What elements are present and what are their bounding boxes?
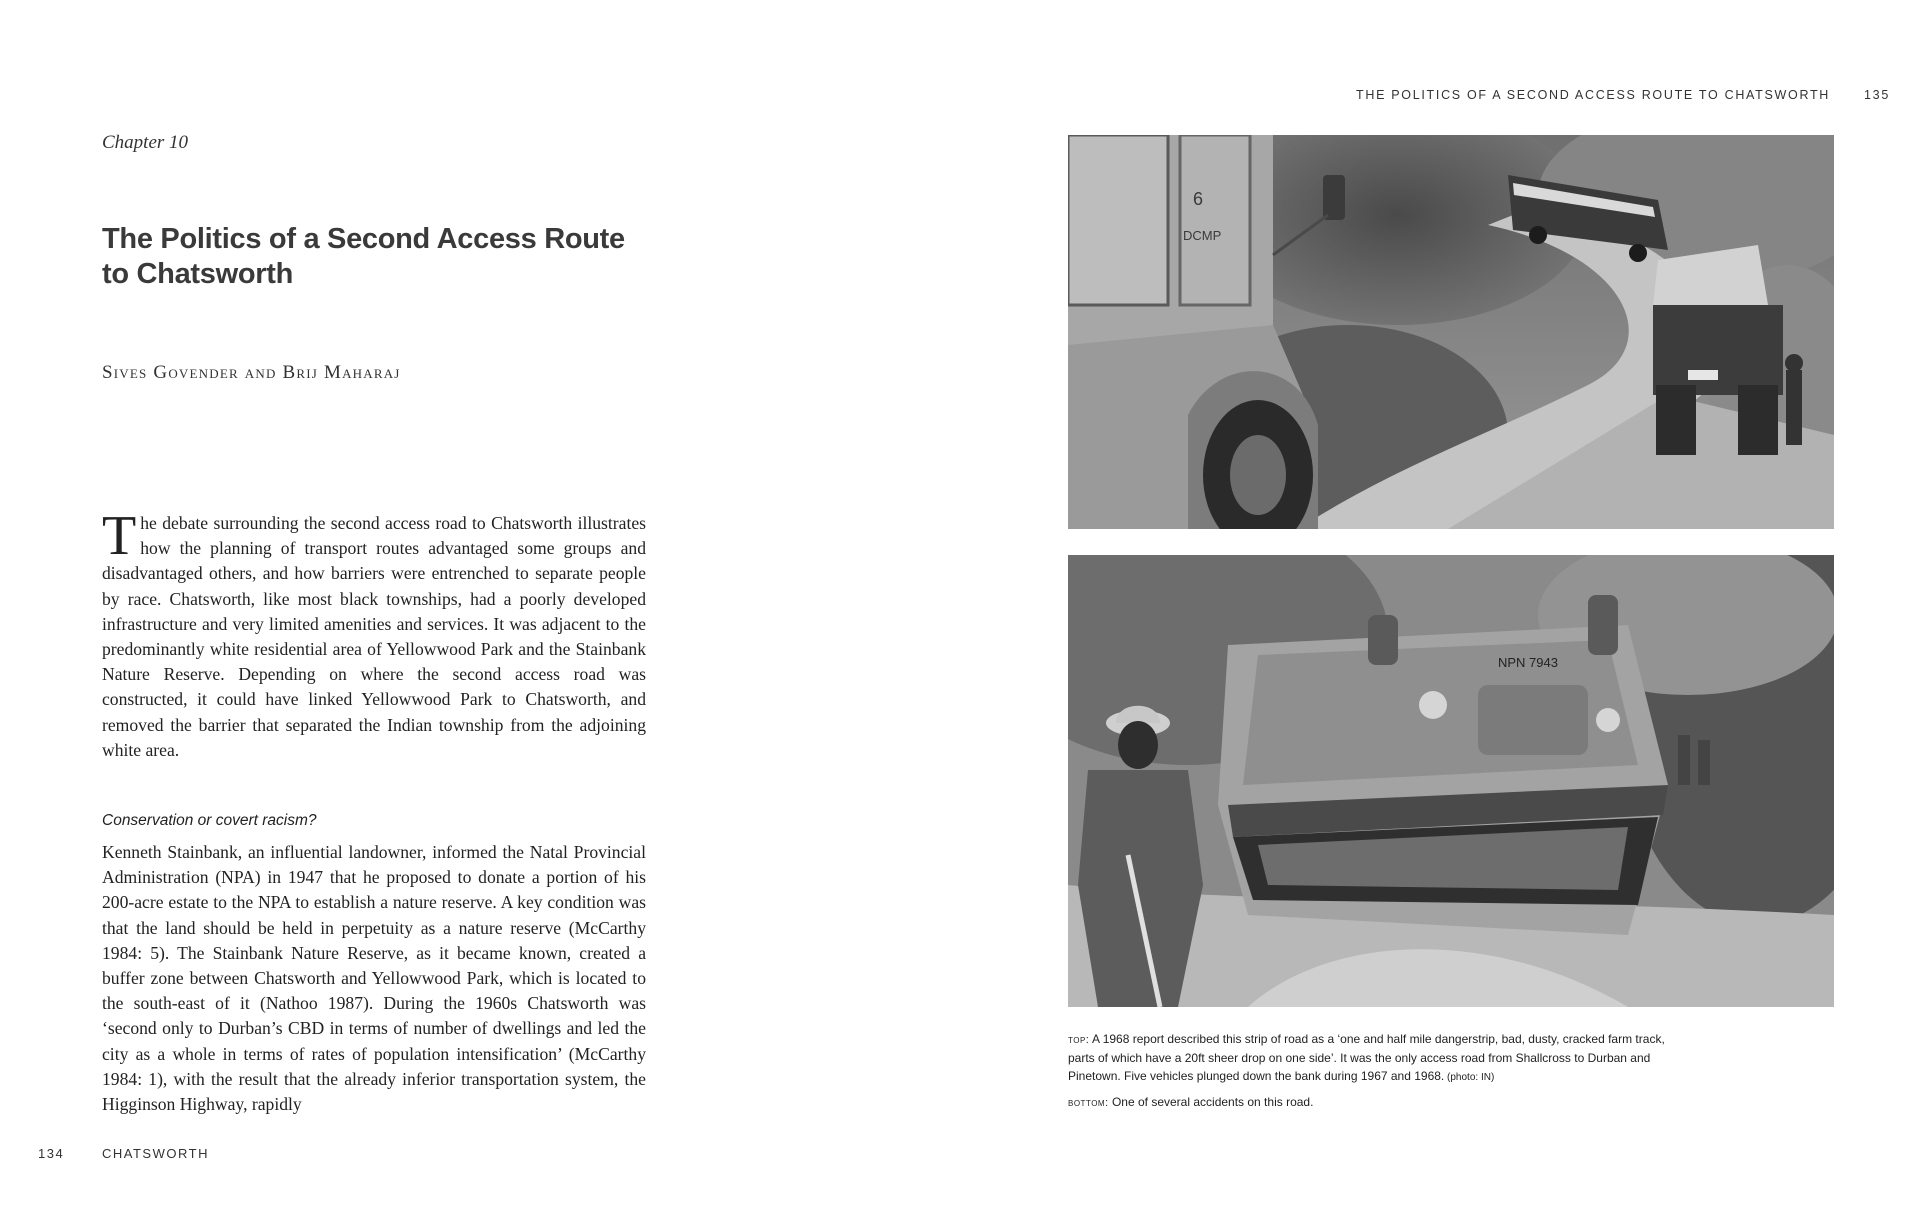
chapter-label: Chapter 10: [102, 132, 189, 153]
caption-top-tag: top:: [1068, 1034, 1090, 1046]
bus-plate-number: NPN 7943: [1498, 655, 1558, 670]
drop-cap: T: [102, 505, 137, 567]
chapter-title: [102, 222, 662, 292]
right-page-number: 135: [1864, 88, 1890, 102]
left-page-number: 134: [38, 1146, 65, 1161]
truck-plate-number: 6: [1193, 189, 1204, 209]
body-paragraph-2: Kenneth Stainbank, an influential landowner, informed the Natal Provincial Administration (NPA) in 1947 that he proposed to donate a portion of his 200-acre estate to the NPA to establish a nature reserve. A key condition was that the land should be held in perpetuity as a nature reserve (McCarthy 1984: 5). The Stainbank Nature Reserve, as it became known, created a buffer zone between Chatsworth and Yellowwood Park, which is located to the south-east of it (Nathoo 1987). During the 1960s Chatsworth was ‘second only to Durban’s CBD in terms of number of dwellings and led the city as a whole in terms of rates of population intensification’ (McCarthy 1984: 1), with the result that the already inferior transportation system, the Higginson Highway, rapidly: [102, 842, 646, 1115]
truck-plate-text: DCMP: [1183, 228, 1222, 243]
section-heading: Conservation or covert racism?: [102, 812, 317, 829]
chapter-title-line-1: The Politics of a Second Access Route: [102, 223, 625, 255]
caption-bottom: [1068, 1093, 1688, 1112]
body-paragraph-1: [102, 505, 646, 763]
caption-top-text: A 1968 report described this strip of road as a ‘one and half mile dangerstrip, bad, dusty, cracked farm track, parts of which have a 20ft sheer drop on one side’. It was the only access road from Shallcross to Durban and Pinetown. Five vehicles plunged down the bank during 1967 and 1968.: [1068, 1032, 1665, 1083]
chapter-title-line-2: to Chatsworth: [102, 258, 294, 290]
running-head-title: THE POLITICS OF A SECOND ACCESS ROUTE TO CHATSWORTH: [1356, 88, 1831, 102]
right-page: [960, 0, 1920, 1213]
photo-truck-bus-road-image: [1068, 135, 1834, 529]
overturned-bus-shape: [1218, 595, 1668, 935]
authors: Sives Govender and Brij Maharaj: [102, 362, 401, 383]
caption-bottom-text: One of several accidents on this road.: [1108, 1095, 1314, 1109]
caption-bottom-tag: bottom:: [1068, 1097, 1109, 1109]
running-head: [1356, 88, 1890, 102]
paragraph-1-text: he debate surrounding the second access road to Chatsworth illustrates how the planning of transport routes advantaged some groups and disadvantaged others, and how barriers were entrenched to separate people by race. Chatsworth, like most black townships, had a poorly developed infrastructure and very limited amenities and services. It was adjacent to the predominantly white residential area of Yellowwood Park and the Stainbank Nature Reserve. Depending on where the second access road was constructed, it could have linked Yellowwood Park to Chatsworth, and removed the barrier that separated the Indian township from the adjoining white area.: [102, 513, 646, 760]
left-folio: [38, 1146, 209, 1161]
photo-truck-bus-road: [1068, 135, 1834, 529]
photo-credit: (photo: IN): [1444, 1072, 1495, 1083]
caption-top: [1068, 1030, 1688, 1087]
photo-bus-accident-image: [1068, 555, 1834, 1007]
left-folio-title: CHATSWORTH: [102, 1146, 209, 1161]
photo-bus-accident: [1068, 555, 1834, 1007]
